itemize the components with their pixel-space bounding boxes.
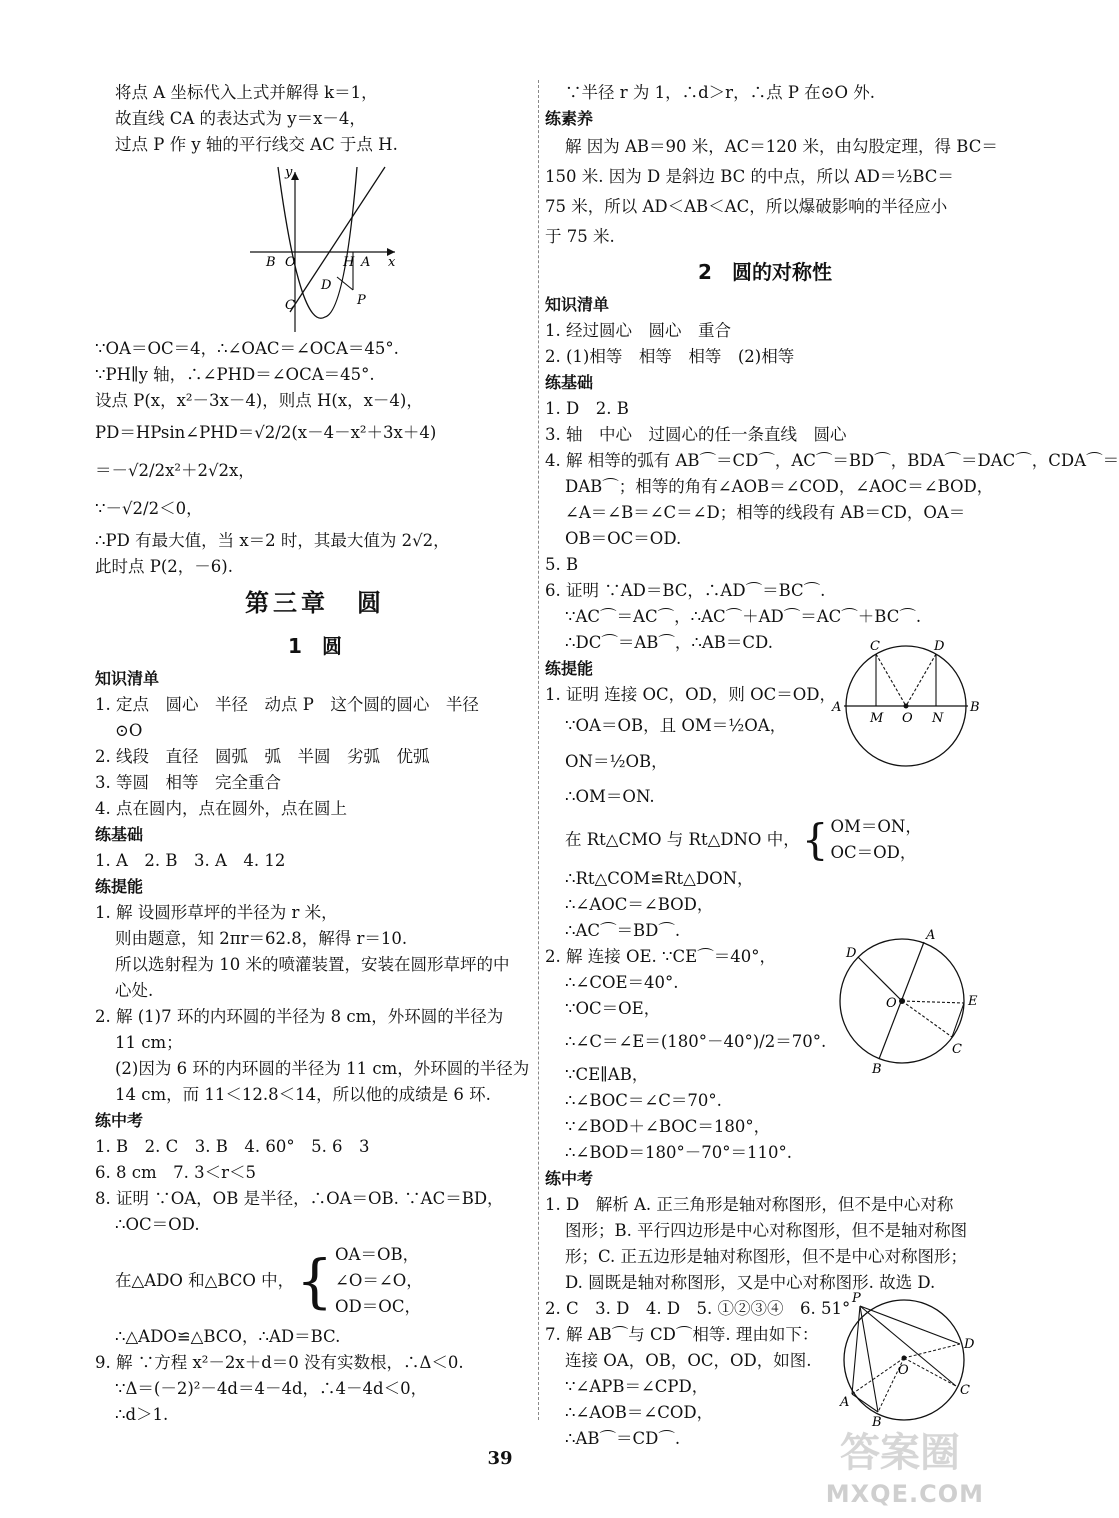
- r-jichu-line-5: ∠A＝∠B＝∠C＝∠D；相等的线段有 AB＝CD，OA＝: [565, 503, 966, 522]
- r-heading-zhishi: 知识清单: [545, 295, 610, 314]
- r-tineng-line-14: ∴∠BOC＝∠C＝70°.: [565, 1091, 722, 1110]
- r-tineng-line-12: ∴∠C＝∠E＝(180°－40°)/2＝70°.: [565, 1032, 827, 1051]
- r-zhongkao-line-9: ∴∠AOB＝∠COD，: [565, 1403, 714, 1422]
- r-tineng-line-11: ∵OC＝OE，: [565, 999, 661, 1018]
- r-jichu-line-10: ∴DC⌒＝AB⌒，∴AB＝CD.: [565, 633, 773, 652]
- fig3-label-o: O: [886, 996, 897, 1011]
- zhongkao-line-2: 6. 8 cm 7. 3＜r＜5: [95, 1163, 256, 1182]
- zhongkao-line-3: 8. 证明 ∵OA，OB 是半径，∴OA＝OB. ∵AC＝BD，: [95, 1189, 504, 1208]
- column-divider: [538, 80, 539, 1420]
- r-zhongkao-line-7: 连接 OA，OB，OC，OD，如图.: [565, 1351, 812, 1370]
- r-tineng-system-prefix: 在 Rt△CMO 与 Rt△DNO 中，: [565, 830, 800, 849]
- fig4-label-p: P: [852, 1291, 861, 1306]
- heading-tineng: 练提能: [95, 877, 144, 896]
- fig4-label-o: O: [898, 1363, 909, 1378]
- jichu-line-1: 1. A 2. B 3. A 4. 12: [95, 851, 286, 870]
- intro-line-2: 故直线 CA 的表达式为 y＝x－4，: [115, 109, 366, 128]
- r-tineng-system-row-2: OC＝OD，: [830, 843, 917, 862]
- watermark-logo: 答案圈: [840, 1430, 960, 1476]
- fig4-label-b: B: [872, 1415, 882, 1430]
- heading-suyang: 练素养: [545, 109, 594, 128]
- fig2-label-c: C: [870, 639, 880, 654]
- zhishi-line-5: 4. 点在圆内，点在圆外，点在圆上: [95, 799, 347, 818]
- r-tineng-line-10: ∴∠COE＝40°.: [565, 973, 679, 992]
- tineng-line-8: 14 cm，而 11＜12.8＜14，所以他的成绩是 6 环.: [115, 1085, 491, 1104]
- fig4-label-a: A: [840, 1395, 850, 1410]
- r-tineng-line-16: ∴∠BOD＝180°－70°＝110°.: [565, 1143, 792, 1162]
- proof-line-4: PD＝HPsin∠PHD＝√2/2(x－4－x²＋3x＋4): [95, 423, 437, 442]
- r-jichu-line-7: 5. B: [545, 555, 579, 574]
- r-tineng-line-2: ∵OA＝OB，且 OM＝½OA，: [565, 716, 787, 735]
- fig4-label-d: D: [964, 1337, 975, 1352]
- tineng-line-4: 心处.: [115, 981, 154, 1000]
- tail-line-4: ∴d＞1.: [115, 1405, 169, 1424]
- circle-inscribed-figure: [830, 1290, 990, 1430]
- r-tineng-line-7: ∴∠AOC＝∠BOD，: [565, 895, 714, 914]
- fig1-label-d: D: [321, 278, 332, 293]
- heading-zhishi: 知识清单: [95, 669, 160, 688]
- circle-chord-figure: [830, 925, 990, 1075]
- r-zhongkao-line-10: ∴AB⌒＝CD⌒.: [565, 1429, 681, 1448]
- r-zhongkao-line-8: ∵∠APB＝∠CPD，: [565, 1377, 709, 1396]
- r-zhongkao-line-2: 图形；B. 平行四边形是中心对称图形，但不是轴对称图: [565, 1221, 968, 1240]
- tineng-line-2: 则由题意，知 2πr＝62.8，解得 r＝10.: [115, 929, 408, 948]
- circle-diameter-figure: [830, 640, 990, 770]
- proof-line-7: ∴PD 有最大值，当 x＝2 时，其最大值为 2√2，: [95, 531, 450, 550]
- r-tineng-line-13: ∵CE∥AB，: [565, 1065, 649, 1084]
- tineng-line-6: 11 cm；: [115, 1033, 183, 1052]
- r-tineng-system-row-1: OM＝ON，: [830, 817, 922, 836]
- intro-line-3: 过点 P 作 y 轴的平行线交 AC 于点 H.: [115, 135, 398, 154]
- r-tineng-line-4: ∴OM＝ON.: [565, 787, 655, 806]
- proof-line-3: 设点 P(x，x²－3x－4)，则点 H(x，x－4)，: [95, 391, 423, 410]
- zhishi-line-4: 3. 等圆 相等 完全重合: [95, 773, 281, 792]
- fig4-label-c: C: [960, 1383, 970, 1398]
- fig2-label-o: O: [902, 711, 913, 726]
- q8-system-row-1: OA＝OB，: [335, 1245, 420, 1264]
- brace-icon: {: [296, 1247, 334, 1315]
- r-jichu-line-4: DAB⌒；相等的角有∠AOB＝∠COD，∠AOC＝∠BOD，: [565, 477, 994, 496]
- zhishi-line-1: 1. 定点 圆心 半径 动点 P 这个圆的圆心 半径: [95, 695, 479, 714]
- heading-jichu: 练基础: [95, 825, 144, 844]
- tineng-line-3: 所以选射程为 10 米的喷灌装置，安装在圆形草坪的中: [115, 955, 510, 974]
- fig1-label-b: B: [266, 255, 276, 270]
- fig3-label-b: B: [872, 1062, 882, 1077]
- r-tineng-line-6: ∴Rt△COM≌Rt△DON，: [565, 869, 754, 888]
- fig2-label-d: D: [934, 639, 945, 654]
- tineng-line-7: (2)因为 6 环的内环圆的半径为 11 cm，外环圆的半径为: [115, 1059, 530, 1078]
- r-jichu-line-1: 1. D 2. B: [545, 399, 629, 418]
- suyang-line-1: 解 因为 AB＝90 米，AC＝120 米，由勾股定理，得 BC＝: [565, 137, 998, 156]
- fig1-label-o: O: [285, 255, 296, 270]
- fig3-label-d: D: [846, 946, 857, 961]
- chapter-title: 第三章 圆: [245, 589, 385, 617]
- r-zhongkao-line-4: D. 圆既是轴对称图形，又是中心对称图形. 故选 D.: [565, 1273, 936, 1292]
- r-zhishi-line-2: 2. (1)相等 相等 相等 (2)相等: [545, 347, 795, 366]
- left-column: [95, 80, 535, 1428]
- proof-line-6: ∵－√2/2＜0，: [95, 499, 203, 518]
- r-zhongkao-line-1: 1. D 解析 A. 正三角形是轴对称图形，但不是中心对称: [545, 1195, 954, 1214]
- r-jichu-line-8: 6. 证明 ∵AD＝BC，∴AD⌒＝BC⌒.: [545, 581, 826, 600]
- r-tineng-line-8: ∴AC⌒＝BD⌒.: [565, 921, 681, 940]
- zhongkao-line-1: 1. B 2. C 3. B 4. 60° 5. 6 3: [95, 1137, 370, 1156]
- q8-system-row-3: OD＝OC，: [335, 1297, 421, 1316]
- r-zhishi-line-1: 1. 经过圆心 圆心 重合: [545, 321, 731, 340]
- section-2-title: 2 圆的对称性: [698, 260, 832, 284]
- intro-line-1: 将点 A 坐标代入上式并解得 k＝1，: [115, 83, 378, 102]
- proof-line-2: ∵PH∥y 轴，∴∠PHD＝∠OCA＝45°.: [95, 365, 375, 384]
- tail-line-2: 9. 解 ∵方程 x²－2x＋d＝0 没有实数根，∴Δ＜0.: [95, 1353, 464, 1372]
- fig1-label-x: x: [388, 255, 396, 270]
- q8-system-prefix: 在△ADO 和△BCO 中，: [115, 1271, 295, 1290]
- fig1-label-c: C: [285, 298, 295, 313]
- r-heading-jichu: 练基础: [545, 373, 594, 392]
- suyang-line-2: 150 米. 因为 D 是斜边 BC 的中点，所以 AD＝½BC＝: [545, 167, 954, 186]
- proof-line-1: ∵OA＝OC＝4，∴∠OAC＝∠OCA＝45°.: [95, 339, 399, 358]
- heading-zhongkao: 练中考: [95, 1111, 144, 1130]
- r-tineng-system: [545, 814, 985, 866]
- proof-line-5: ＝－√2/2x²＋2√2x，: [95, 461, 255, 480]
- r-zhongkao-line-5: 2. C 3. D 4. D 5. ①②③④ 6. 51°: [545, 1299, 851, 1318]
- zhishi-line-2: ⊙O: [115, 721, 143, 740]
- watermark-url: MXQE.COM: [825, 1480, 984, 1508]
- tail-line-3: ∵Δ＝(－2)²－4d＝4－4d，∴4－4d＜0，: [115, 1379, 428, 1398]
- fig1-label-h: H: [343, 255, 355, 270]
- zhishi-line-3: 2. 线段 直径 圆弧 弧 半圆 劣弧 优弧: [95, 747, 430, 766]
- r-jichu-line-9: ∵AC⌒＝AC⌒，∴AC⌒＋AD⌒＝AC⌒＋BC⌒.: [565, 607, 922, 626]
- suyang-line-4: 于 75 米.: [545, 227, 615, 246]
- tail-line-1: ∴△ADO≌△BCO，∴AD＝BC.: [115, 1327, 341, 1346]
- parabola-figure: [95, 162, 535, 332]
- r-tineng-line-15: ∵∠BOD＋∠BOC＝180°，: [565, 1117, 771, 1136]
- fig1-label-a: A: [361, 255, 371, 270]
- r-tineng-line-3: ON＝½OB，: [565, 752, 668, 771]
- tineng-line-5: 2. 解 (1)7 环的内环圆的半径为 8 cm，外环圆的半径为: [95, 1007, 504, 1026]
- zhongkao-line-4: ∴OC＝OD.: [115, 1215, 200, 1234]
- fig2-label-b: B: [970, 700, 980, 715]
- r-heading-tineng: 练提能: [545, 659, 594, 678]
- suyang-line-3: 75 米，所以 AD＜AB＜AC，所以爆破影响的半径应小: [545, 197, 948, 216]
- r-zhongkao-line-3: 形；C. 正五边形是轴对称图形，但不是中心对称图形；: [565, 1247, 968, 1266]
- fig2-label-n: N: [932, 711, 944, 726]
- page-number: 39: [487, 1448, 513, 1469]
- r-tineng-line-9: 2. 解 连接 OE. ∵CE⌒＝40°，: [545, 947, 776, 966]
- tineng-line-1: 1. 解 设圆形草坪的半径为 r 米，: [95, 903, 338, 922]
- r-jichu-line-6: OB＝OC＝OD.: [565, 529, 682, 548]
- r-jichu-line-2: 3. 轴 中心 过圆心的任一条直线 圆心: [545, 425, 847, 444]
- proof-line-8: 此时点 P(2，－6).: [95, 557, 233, 576]
- right-top-line: ∵半径 r 为 1，∴d＞r，∴点 P 在⊙O 外.: [565, 83, 876, 102]
- fig3-label-e: E: [968, 994, 978, 1009]
- r-zhongkao-line-6: 7. 解 AB⌒与 CD⌒相等. 理由如下：: [545, 1325, 819, 1344]
- fig3-label-a: A: [926, 928, 936, 943]
- brace-icon: {: [801, 815, 829, 864]
- r-heading-zhongkao: 练中考: [545, 1169, 594, 1188]
- fig2-label-a: A: [832, 700, 842, 715]
- section-1-title: 1 圆: [288, 634, 342, 658]
- fig2-label-m: M: [870, 711, 884, 726]
- r-jichu-line-3: 4. 解 相等的弧有 AB⌒＝CD⌒，AC⌒＝BD⌒，BDA⌒＝DAC⌒，CDA⌒＝: [545, 451, 1119, 470]
- r-tineng-line-1: 1. 证明 连接 OC，OD，则 OC＝OD，: [545, 685, 837, 704]
- fig3-label-c: C: [952, 1042, 962, 1057]
- q8-system-row-2: ∠O＝∠O，: [335, 1271, 423, 1290]
- q8-system: [95, 1242, 535, 1320]
- fig1-label-y: y: [285, 165, 293, 180]
- fig1-label-p: P: [357, 293, 366, 308]
